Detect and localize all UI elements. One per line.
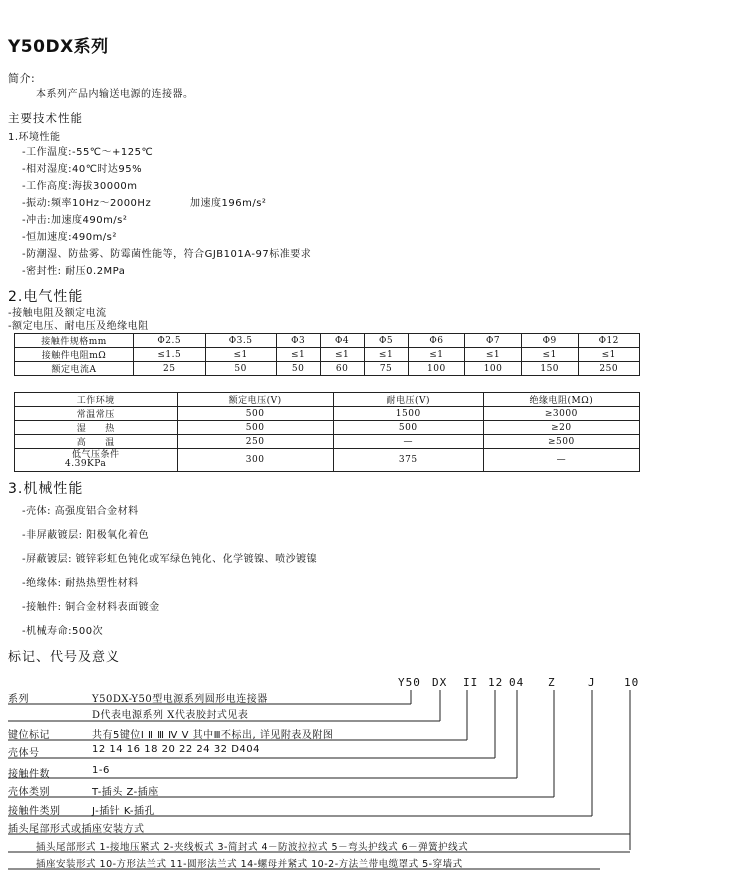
row-desc-contacts: 1-6 xyxy=(92,765,110,776)
table-cell: Φ6 xyxy=(408,334,465,348)
elec-item-voltage: -额定电压、耐电压及绝缘电阻 xyxy=(8,321,149,332)
table-cell: Φ9 xyxy=(521,334,578,348)
mech-item-contact: -接触件: 铜合金材料表面镀金 xyxy=(22,602,160,613)
row-desc-shell-type: T-插头 Z-插座 xyxy=(92,787,159,798)
table-cell: ≤1 xyxy=(276,348,320,362)
table-cell: Φ5 xyxy=(364,334,408,348)
table-cell: 375 xyxy=(333,449,483,472)
code-part-shell: 12 xyxy=(488,676,504,689)
table-cell: 75 xyxy=(364,362,408,376)
tail-plug-options: 插头尾部形式 1-接地压紧式 2-夹线板式 3-简封式 4－防波拉拉式 5－弯头护线式 6－弹簧护线式 xyxy=(36,842,469,853)
row-label-contacts: 接触件数 xyxy=(8,769,50,780)
table-cell: 额定电流A xyxy=(15,362,134,376)
row-label-shell: 壳体号 xyxy=(8,748,40,759)
table-cell: Φ7 xyxy=(465,334,522,348)
table-cell: 常温常压 xyxy=(15,407,178,421)
code-part-shell-type: Z xyxy=(548,676,556,689)
table-cell: 接触件规格mm xyxy=(15,334,134,348)
env-item-temp: -工作温度:-55℃～+125℃ xyxy=(22,147,154,158)
table-cell: Φ2.5 xyxy=(134,334,206,348)
table-cell: Φ3.5 xyxy=(205,334,276,348)
code-part-contacts: 04 xyxy=(509,676,525,689)
mech-item-shell: -壳体: 高强度铝合金材料 xyxy=(22,506,139,517)
table-cell: 25 xyxy=(134,362,206,376)
table-cell: 250 xyxy=(578,362,639,376)
row-desc-series: Y50DX-Y50型电源系列圆形电连接器 xyxy=(92,694,268,705)
code-part-contact-type: J xyxy=(588,676,596,689)
table-cell: ≤1 xyxy=(521,348,578,362)
table-cell: ≤1 xyxy=(578,348,639,362)
code-part-type: DX xyxy=(432,676,448,689)
table-cell: 60 xyxy=(320,362,364,376)
table-header-cell: 耐电压(V) xyxy=(333,393,483,407)
table-cell: — xyxy=(483,449,639,472)
table-cell: 高 温 xyxy=(15,435,178,449)
table-cell: 100 xyxy=(465,362,522,376)
table-cell: 50 xyxy=(205,362,276,376)
row-label-key: 键位标记 xyxy=(8,730,50,741)
env-item-sealing: -密封性: 耐压0.2MPa xyxy=(22,266,126,277)
page-title: Y50DX系列 xyxy=(8,37,109,57)
table-cell: ≤1 xyxy=(205,348,276,362)
elec-item-contact: -接触电阻及额定电流 xyxy=(8,308,107,319)
table-cell: 1500 xyxy=(333,407,483,421)
env-item-vibration-accel: 加速度196m/s² xyxy=(190,198,267,209)
table-cell: ≤1 xyxy=(364,348,408,362)
mech-item-insulator: -绝缘体: 耐热热塑性材料 xyxy=(22,578,139,589)
table-cell: ≥500 xyxy=(483,435,639,449)
mech-item-nonshield: -非屏蔽镀层: 阳极氧化着色 xyxy=(22,530,150,541)
table-header-cell: 额定电压(V) xyxy=(177,393,333,407)
env-item-shock: -冲击:加速度490m/s² xyxy=(22,215,128,226)
mech-item-shield: -屏蔽镀层: 镀锌彩虹色钝化或军绿色钝化、化学镀镍、喷沙镀镍 xyxy=(22,554,318,565)
table-cell: 500 xyxy=(177,421,333,435)
table-cell: 湿 热 xyxy=(15,421,178,435)
env-item-vibration: -振动:频率10Hz～2000Hz xyxy=(22,198,152,209)
tech-heading: 主要技术性能 xyxy=(8,111,83,125)
table-cell: ≤1 xyxy=(320,348,364,362)
table-cell: Φ4 xyxy=(320,334,364,348)
table-cell: 50 xyxy=(276,362,320,376)
elec-heading: 2.电气性能 xyxy=(8,289,84,305)
table-cell: 300 xyxy=(177,449,333,472)
table-cell: 500 xyxy=(177,407,333,421)
code-part-tail: 10 xyxy=(624,676,640,689)
env-item-accel: -恒加速度:490m/s² xyxy=(22,232,117,243)
table-cell: 250 xyxy=(177,435,333,449)
low-pressure-value: 4.39KPa xyxy=(65,459,107,469)
table-cell: ≤1 xyxy=(465,348,522,362)
row-desc-type: D代表电源系列 X代表胶封式见表 xyxy=(92,710,249,721)
env-item-humidity: -相对湿度:40℃时达95% xyxy=(22,164,143,175)
table-cell: — xyxy=(333,435,483,449)
table-cell: 100 xyxy=(408,362,465,376)
mech-item-life: -机械寿命:500次 xyxy=(22,626,104,637)
mech-heading: 3.机械性能 xyxy=(8,481,84,497)
table-cell: 150 xyxy=(521,362,578,376)
env-heading: 1.环境性能 xyxy=(8,132,61,143)
intro-text: 本系列产品内输送电源的连接器。 xyxy=(36,89,194,100)
table-cell: Φ12 xyxy=(578,334,639,348)
table-cell: ≤1.5 xyxy=(134,348,206,362)
table-cell: 接触件电阻mΩ xyxy=(15,348,134,362)
code-part-key: II xyxy=(463,676,479,689)
row-label-shell-type: 壳体类别 xyxy=(8,787,50,798)
row-desc-shell: 12 14 16 18 20 22 24 32 D404 xyxy=(92,744,261,755)
tail-socket-options: 插座安装形式 10-方形法兰式 11-圆形法兰式 14-螺母并紧式 10-2-方法兰带电缆罩式 5-穿墙式 xyxy=(36,859,463,870)
table-cell: Φ3 xyxy=(276,334,320,348)
row-desc-key: 共有5键位Ⅰ Ⅱ Ⅲ Ⅳ Ⅴ 其中Ⅲ不标出, 详见附表及附图 xyxy=(92,730,334,741)
low-pressure-label: 低气压条件 xyxy=(71,450,120,460)
row-label-tail: 插头尾部形式或插座安装方式 xyxy=(8,824,145,835)
code-part-series: Y50 xyxy=(398,676,421,689)
row-label-contact-type: 接触件类别 xyxy=(8,806,61,817)
table-header-cell: 绝缘电阻(MΩ) xyxy=(483,393,639,407)
table-header-cell: 工作环境 xyxy=(15,393,178,407)
marking-heading: 标记、代号及意义 xyxy=(8,650,121,665)
table-cell: ≥20 xyxy=(483,421,639,435)
table-cell: ≤1 xyxy=(408,348,465,362)
table-cell: 500 xyxy=(333,421,483,435)
env-item-protection: -防潮湿、防盐雾、防霉菌性能等，符合GJB101A-97标准要求 xyxy=(22,249,312,260)
intro-heading: 简介: xyxy=(8,72,36,85)
env-item-altitude: -工作高度:海拔30000m xyxy=(22,181,138,192)
row-desc-contact-type: J-插针 K-插孔 xyxy=(92,806,155,817)
table-cell: ≥3000 xyxy=(483,407,639,421)
row-label-series: 系列 xyxy=(8,694,29,705)
